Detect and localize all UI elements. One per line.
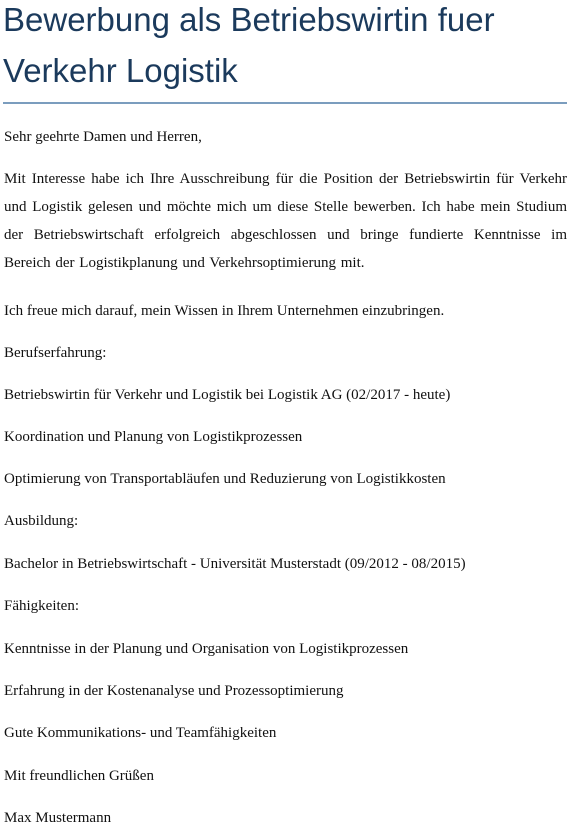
education-item: Bachelor in Betriebswirtschaft - Universität Musterstadt (09/2012 - 08/2015) bbox=[4, 556, 466, 572]
motivation-paragraph: Ich freue mich darauf, mein Wissen in Ihrem Unternehmen einzubringen. bbox=[4, 303, 445, 319]
title-divider bbox=[3, 102, 567, 104]
experience-item: Optimierung von Transportabläufen und Reduzierung von Logistikkosten bbox=[4, 471, 446, 487]
closing: Mit freundlichen Grüßen bbox=[4, 768, 154, 784]
skills-item: Kenntnisse in der Planung und Organisation von Logistikprozessen bbox=[4, 641, 409, 657]
intro-paragraph: Mit Interesse habe ich Ihre Ausschreibung für die Position der Betriebswirtin für Verkehr und Logistik gelesen und möchte mich um diese Stelle bewerben. Ich habe mein Studium der Betriebswirtschaft erfolgreich abgeschlossen und bringe fundierte Kenntnisse im Bereich der Logistikplanung und Verkehrsoptimierung mit. bbox=[4, 171, 567, 271]
signature: Max Mustermann bbox=[4, 810, 112, 826]
education-heading: Ausbildung: bbox=[4, 513, 79, 529]
experience-heading: Berufserfahrung: bbox=[4, 345, 107, 361]
salutation: Sehr geehrte Damen und Herren, bbox=[4, 129, 202, 145]
skills-heading: Fähigkeiten: bbox=[4, 598, 79, 614]
experience-item: Betriebswirtin für Verkehr und Logistik bei Logistik AG (02/2017 - heute) bbox=[4, 387, 451, 403]
page-title: Bewerbung als Betriebswirtin fuer Verkehr Logistik bbox=[3, 1, 495, 89]
skills-item: Gute Kommunikations- und Teamfähigkeiten bbox=[4, 725, 277, 741]
experience-item: Koordination und Planung von Logistikprozessen bbox=[4, 429, 303, 445]
skills-item: Erfahrung in der Kostenanalyse und Prozessoptimierung bbox=[4, 683, 344, 699]
